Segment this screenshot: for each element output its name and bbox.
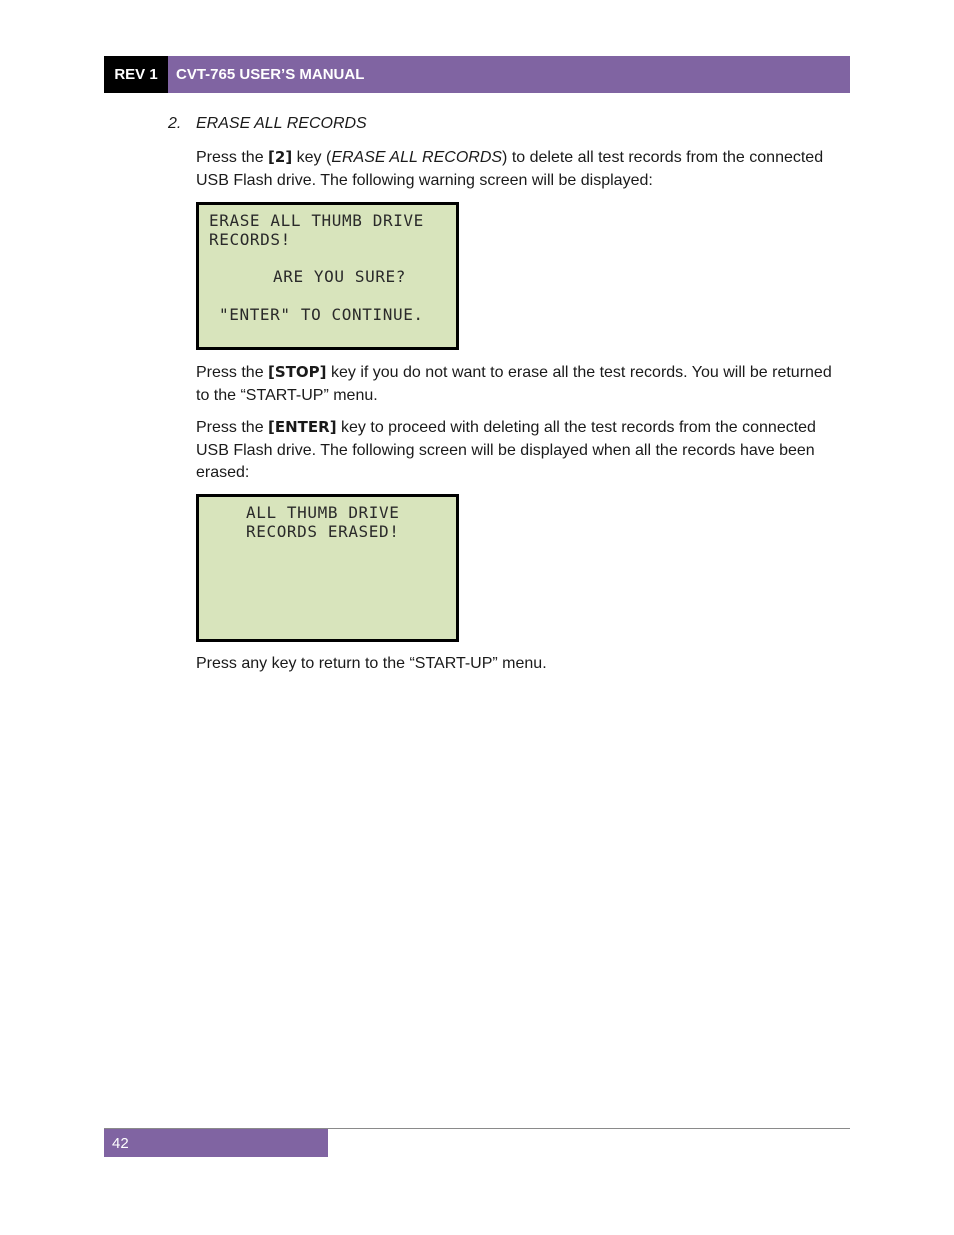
text: ) to delete all test records from the connected USB Flash drive. The following warning screen will be displayed:	[196, 149, 824, 189]
text: key if you do not want to erase all the test records. You will be returned to the “START-UP” menu.	[196, 364, 832, 404]
key-2: [2]	[268, 148, 293, 166]
lcd-warning-screen	[196, 202, 459, 350]
lcd-line: ARE YOU SURE?	[273, 267, 407, 286]
paragraph-return: Press any key to return to the “START-UP” menu.	[196, 655, 547, 672]
text: Press the	[196, 149, 269, 166]
text: key (	[292, 149, 332, 166]
step-number: 2.	[168, 115, 182, 132]
key-stop: [STOP]	[268, 363, 327, 381]
revision-label: REV 1	[104, 56, 168, 93]
paragraph-erase-intro	[196, 146, 846, 192]
page-number: 42	[104, 1129, 328, 1157]
step-title: ERASE ALL RECORDS	[196, 115, 367, 132]
lcd-line: ERASE ALL THUMB DRIVE	[209, 211, 424, 230]
page-header	[104, 56, 850, 93]
text: key to proceed with deleting all the test records from the connected USB Flash drive. The following screen will be displayed when all the records have been erased:	[196, 419, 816, 481]
lcd-line: RECORDS!	[209, 230, 291, 249]
italic-term: ERASE ALL RECORDS	[331, 149, 503, 166]
manual-title: CVT-765 USER’S MANUAL	[176, 66, 365, 83]
lcd-line: RECORDS ERASED!	[246, 522, 400, 541]
key-enter: [ENTER]	[268, 418, 337, 436]
paragraph-enter	[196, 416, 846, 485]
text: Press the	[196, 419, 269, 436]
lcd-erased-screen	[196, 494, 459, 642]
paragraph-stop	[196, 361, 846, 407]
lcd-line: "ENTER" TO CONTINUE.	[219, 305, 424, 324]
step-heading	[168, 115, 367, 133]
text: Press the	[196, 364, 269, 381]
lcd-line: ALL THUMB DRIVE	[246, 503, 400, 522]
